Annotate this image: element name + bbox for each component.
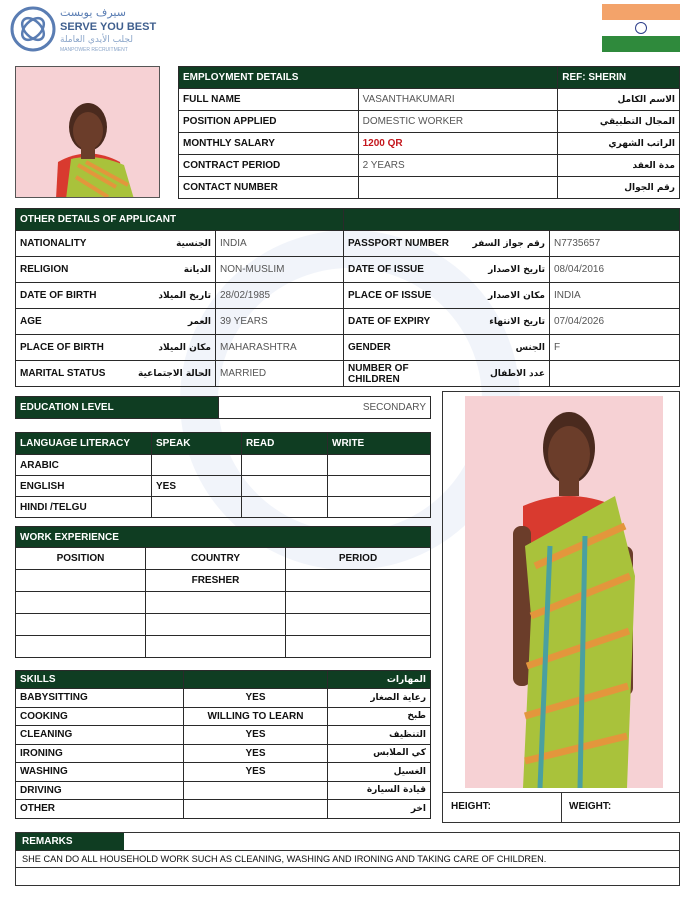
position-value: DOMESTIC WORKER [358, 111, 558, 133]
write-value [328, 455, 431, 476]
column-header: SPEAK [152, 433, 242, 455]
skills-table [15, 670, 431, 819]
skills-title: SKILLS [16, 671, 184, 689]
applicant-photo-full [465, 396, 663, 788]
field-label-arabic: تاريخ الميلاد [124, 283, 216, 309]
skill-name-arabic: رعاية الصغار [328, 689, 431, 708]
height-label: HEIGHT: [451, 801, 491, 812]
column-header: PERIOD [286, 548, 431, 570]
table-row [16, 361, 680, 387]
position-value [16, 636, 146, 658]
field-label: DATE OF EXPIRY [344, 309, 464, 335]
india-flag-icon [602, 4, 680, 52]
contact-value [358, 177, 558, 199]
field-value: 28/02/1985 [216, 283, 344, 309]
skill-value [184, 800, 328, 819]
read-value [242, 497, 328, 518]
employment-title: EMPLOYMENT DETAILS [179, 67, 558, 89]
position-value [16, 614, 146, 636]
skill-value: YES [184, 726, 328, 745]
field-value: MARRIED [216, 361, 344, 387]
other-details-title: OTHER DETAILS OF APPLICANT [16, 209, 344, 231]
read-value [242, 476, 328, 497]
field-label-arabic: مكان الميلاد [124, 335, 216, 361]
field-label-arabic: الحالة الاجتماعية [124, 361, 216, 387]
field-label: NATIONALITY [16, 231, 124, 257]
column-header: COUNTRY [146, 548, 286, 570]
skill-value: YES [184, 763, 328, 782]
field-label-arabic: رقم جواز السفر [464, 231, 550, 257]
country-value: FRESHER [146, 570, 286, 592]
read-value [242, 455, 328, 476]
table-row [16, 283, 680, 309]
table-row [179, 177, 680, 199]
education-label: EDUCATION LEVEL [16, 397, 219, 419]
table-row [16, 497, 431, 518]
applicant-photo-small [15, 66, 160, 198]
employment-details-table [178, 66, 680, 199]
field-label-arabic: الراتب الشهري [558, 133, 680, 155]
field-value [550, 361, 680, 387]
language-name: ARABIC [16, 455, 152, 476]
remarks-title: REMARKS [16, 833, 124, 850]
work-experience-table [15, 526, 431, 658]
language-table [15, 432, 431, 518]
table-row [16, 231, 680, 257]
field-label: NUMBER OF CHILDREN [344, 361, 464, 387]
period-value [286, 592, 431, 614]
remarks-box [15, 832, 680, 886]
table-row [179, 111, 680, 133]
logo-emblem-icon [10, 6, 56, 52]
brand-name: SERVE YOU BEST [60, 21, 157, 33]
field-label: MARITAL STATUS [16, 361, 124, 387]
brand-tagline: MANPOWER RECRUITMENT [60, 47, 128, 53]
skill-name: COOKING [16, 707, 184, 726]
salary-value: 1200 QR [358, 133, 558, 155]
skill-value: YES [184, 689, 328, 708]
field-label: CONTRACT PERIOD [179, 155, 359, 177]
field-label: RELIGION [16, 257, 124, 283]
field-label-arabic: الاسم الكامل [558, 89, 680, 111]
country-value [146, 592, 286, 614]
language-name: HINDI /TELGU [16, 497, 152, 518]
table-row [179, 155, 680, 177]
field-label-arabic: مكان الاصدار [464, 283, 550, 309]
skill-name: IRONING [16, 744, 184, 763]
table-row [16, 257, 680, 283]
field-label-arabic: تاريخ الاصدار [464, 257, 550, 283]
field-label: CONTACT NUMBER [179, 177, 359, 199]
field-value: 39 YEARS [216, 309, 344, 335]
write-value [328, 476, 431, 497]
position-value [16, 592, 146, 614]
contract-value: 2 YEARS [358, 155, 558, 177]
skill-name: OTHER [16, 800, 184, 819]
field-value: N7735657 [550, 231, 680, 257]
field-label: DATE OF BIRTH [16, 283, 124, 309]
table-row [16, 689, 431, 708]
work-experience-title: WORK EXPERIENCE [16, 527, 431, 548]
field-label-arabic: عدد الاطفال [464, 361, 550, 387]
brand-arabic-sub: لجلب الأيدي العاملة [60, 35, 133, 45]
period-value [286, 614, 431, 636]
full-body-photo-frame [442, 391, 680, 823]
field-label-arabic: العمر [124, 309, 216, 335]
skills-title-arabic: المهارات [328, 671, 431, 689]
table-row [16, 592, 431, 614]
period-value [286, 636, 431, 658]
other-details-table [15, 208, 680, 387]
skill-name-arabic: طبخ [328, 707, 431, 726]
speak-value [152, 455, 242, 476]
table-row [16, 781, 431, 800]
position-value [16, 570, 146, 592]
field-label: PLACE OF BIRTH [16, 335, 124, 361]
table-row [16, 455, 431, 476]
column-header: POSITION [16, 548, 146, 570]
skill-value [184, 781, 328, 800]
table-row [16, 763, 431, 782]
skill-value: WILLING TO LEARN [184, 707, 328, 726]
field-label: DATE OF ISSUE [344, 257, 464, 283]
field-label-arabic: مدة العقد [558, 155, 680, 177]
speak-value: YES [152, 476, 242, 497]
field-value: INDIA [550, 283, 680, 309]
education-table [15, 396, 431, 419]
skill-name: DRIVING [16, 781, 184, 800]
field-value: F [550, 335, 680, 361]
table-row [16, 800, 431, 819]
field-label-arabic: رقم الجوال [558, 177, 680, 199]
brand-arabic: سيرف يوبست [60, 6, 126, 19]
speak-value [152, 497, 242, 518]
remarks-text: SHE CAN DO ALL HOUSEHOLD WORK SUCH AS CLEANING, WASHING AND IRONING AND TAKING CARE OF CHILDREN. [16, 850, 679, 868]
field-label: POSITION APPLIED [179, 111, 359, 133]
table-row [16, 309, 680, 335]
field-value: NON-MUSLIM [216, 257, 344, 283]
table-row [16, 636, 431, 658]
table-row [16, 335, 680, 361]
column-header: WRITE [328, 433, 431, 455]
country-value [146, 636, 286, 658]
field-label: AGE [16, 309, 124, 335]
table-row [16, 726, 431, 745]
country-value [146, 614, 286, 636]
field-label-arabic: الجنسية [124, 231, 216, 257]
table-row [16, 707, 431, 726]
field-label: FULL NAME [179, 89, 359, 111]
field-label-arabic: الديانة [124, 257, 216, 283]
field-label-arabic: المجال التطبيقي [558, 111, 680, 133]
skill-value: YES [184, 744, 328, 763]
write-value [328, 497, 431, 518]
field-value: 08/04/2016 [550, 257, 680, 283]
skill-name-arabic: قيادة السيارة [328, 781, 431, 800]
period-value [286, 570, 431, 592]
skill-name-arabic: اخر [328, 800, 431, 819]
column-header: LANGUAGE LITERACY [16, 433, 152, 455]
skill-name: BABYSITTING [16, 689, 184, 708]
table-row [16, 744, 431, 763]
field-label-arabic: الجنس [464, 335, 550, 361]
full-name-value: VASANTHAKUMARI [358, 89, 558, 111]
field-label: GENDER [344, 335, 464, 361]
weight-label: WEIGHT: [569, 801, 612, 812]
skill-name: CLEANING [16, 726, 184, 745]
field-label-arabic: تاريخ الانتهاء [464, 309, 550, 335]
table-row [16, 614, 431, 636]
field-value: MAHARASHTRA [216, 335, 344, 361]
field-label: PASSPORT NUMBER [344, 231, 464, 257]
field-value: INDIA [216, 231, 344, 257]
company-logo [10, 6, 160, 58]
skill-name-arabic: التنظيف [328, 726, 431, 745]
skill-name: WASHING [16, 763, 184, 782]
field-label: MONTHLY SALARY [179, 133, 359, 155]
table-row [16, 570, 431, 592]
column-header: READ [242, 433, 328, 455]
field-label: PLACE OF ISSUE [344, 283, 464, 309]
table-row [179, 133, 680, 155]
education-value: SECONDARY [219, 397, 431, 419]
field-value: 07/04/2026 [550, 309, 680, 335]
skill-name-arabic: الغسيل [328, 763, 431, 782]
table-row [16, 476, 431, 497]
table-row [179, 89, 680, 111]
reference-label: REF: SHERIN [558, 67, 680, 89]
language-name: ENGLISH [16, 476, 152, 497]
skill-name-arabic: كي الملابس [328, 744, 431, 763]
